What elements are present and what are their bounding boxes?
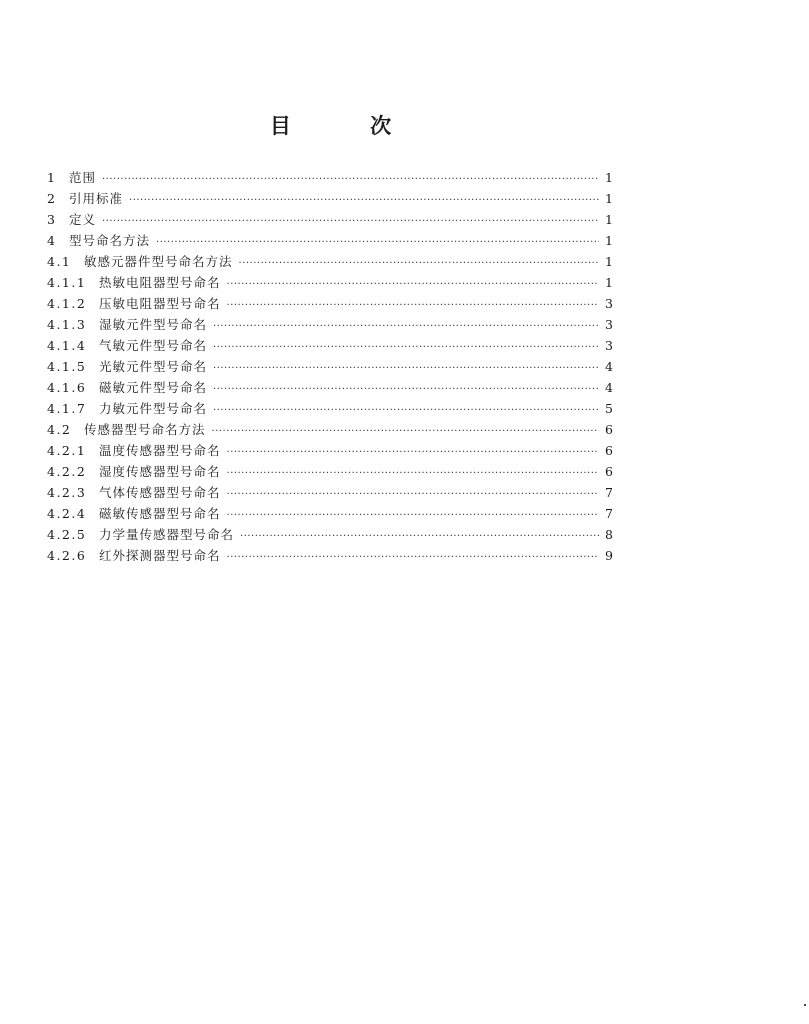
toc-dot-leader <box>227 295 599 316</box>
toc-dot-leader <box>102 169 599 190</box>
toc-entry-page: 1 <box>605 233 613 248</box>
toc-entry-number: 4.1.6 <box>47 380 87 395</box>
toc-dot-leader <box>213 316 599 337</box>
toc-entry-number: 4.1.3 <box>47 317 87 332</box>
toc-entry-page: 7 <box>605 506 613 521</box>
toc-entry-title: 红外探测器型号命名 <box>99 548 221 563</box>
toc-dot-leader <box>227 442 599 463</box>
toc-entry-number: 4.2.6 <box>47 548 87 563</box>
toc-entry-page: 1 <box>605 275 613 290</box>
toc-dot-leader <box>212 421 599 442</box>
toc-entry-page: 3 <box>605 296 613 311</box>
toc-entry-page: 1 <box>605 170 613 185</box>
toc-entry-title: 型号命名方法 <box>69 233 151 248</box>
toc-entry-page: 3 <box>605 338 613 353</box>
toc-entry-page: 8 <box>605 527 613 542</box>
toc-entry-4-1-4[interactable] <box>47 335 613 356</box>
toc-entry-4-1-7[interactable] <box>47 398 613 419</box>
toc-entry-4-2-3[interactable] <box>47 482 613 503</box>
toc-entry-title: 温度传感器型号命名 <box>99 443 221 458</box>
toc-entry-title: 光敏元件型号命名 <box>99 359 208 374</box>
toc-entry-number: 3 <box>47 212 57 227</box>
toc-entry-title: 湿敏元件型号命名 <box>99 317 208 332</box>
toc-entry-4-2-6[interactable] <box>47 545 613 566</box>
toc-entry-title: 热敏电阻器型号命名 <box>99 275 221 290</box>
toc-dot-leader <box>129 190 599 211</box>
toc-dot-leader <box>156 232 599 253</box>
toc-entry-4-2[interactable] <box>47 419 613 440</box>
toc-entry-4-1[interactable] <box>47 251 613 272</box>
toc-entry-4-2-5[interactable] <box>47 524 613 545</box>
toc-entry-4-1-2[interactable] <box>47 293 613 314</box>
toc-entry-page: 1 <box>605 191 613 206</box>
toc-dot-leader <box>102 211 599 232</box>
toc-entry-title: 定义 <box>69 212 97 227</box>
toc-entry-number: 4.2.3 <box>47 485 87 500</box>
toc-entry-title: 范围 <box>69 170 97 185</box>
toc-entry-number: 1 <box>47 170 57 185</box>
toc-entry-1[interactable] <box>47 167 613 188</box>
toc-entry-number: 4.1.7 <box>47 401 87 416</box>
toc-entry-number: 4.2.2 <box>47 464 87 479</box>
toc-entry-4-1-1[interactable] <box>47 272 613 293</box>
toc-entry-4-1-6[interactable] <box>47 377 613 398</box>
toc-entry-page: 3 <box>605 317 613 332</box>
toc-entry-number: 4.1.5 <box>47 359 87 374</box>
toc-dot-leader <box>239 253 599 274</box>
toc-entry-title: 传感器型号命名方法 <box>84 422 206 437</box>
toc-entry-title: 引用标准 <box>69 191 124 206</box>
scan-speck <box>804 1004 806 1006</box>
toc-entry-number: 4.1.4 <box>47 338 87 353</box>
toc-entry-title: 磁敏传感器型号命名 <box>99 506 221 521</box>
toc-entry-page: 1 <box>605 212 613 227</box>
toc-entry-page: 6 <box>605 422 613 437</box>
toc-dot-leader <box>213 337 599 358</box>
toc-entry-2[interactable] <box>47 188 613 209</box>
toc-entry-4-1-5[interactable] <box>47 356 613 377</box>
toc-entry-4-2-2[interactable] <box>47 461 613 482</box>
toc-entry-4-1-3[interactable] <box>47 314 613 335</box>
toc-entry-title: 力学量传感器型号命名 <box>99 527 235 542</box>
toc-dot-leader <box>227 274 599 295</box>
toc-dot-leader <box>227 505 599 526</box>
toc-dot-leader <box>227 484 599 505</box>
toc-dot-leader <box>227 547 599 568</box>
page-title: 目 次 <box>269 114 428 138</box>
toc-entry-title: 湿度传感器型号命名 <box>99 464 221 479</box>
toc-entry-3[interactable] <box>47 209 613 230</box>
toc-entry-number: 4 <box>47 233 57 248</box>
toc-entry-page: 5 <box>605 401 613 416</box>
toc-entry-title: 敏感元器件型号命名方法 <box>84 254 233 269</box>
toc-dot-leader <box>213 379 599 400</box>
toc-entry-number: 4.2 <box>47 422 72 437</box>
toc-entry-number: 4.1.1 <box>47 275 87 290</box>
toc-dot-leader <box>227 463 599 484</box>
toc-dot-leader <box>213 400 599 421</box>
toc-entry-number: 4.2.1 <box>47 443 87 458</box>
toc-entry-page: 9 <box>605 548 613 563</box>
toc-entry-4-2-4[interactable] <box>47 503 613 524</box>
toc-entry-4-2-1[interactable] <box>47 440 613 461</box>
toc-entry-title: 压敏电阻器型号命名 <box>99 296 221 311</box>
table-of-contents <box>47 167 613 566</box>
toc-entry-number: 4.2.4 <box>47 506 87 521</box>
toc-entry-page: 6 <box>605 443 613 458</box>
toc-entry-page: 4 <box>605 359 613 374</box>
toc-entry-page: 7 <box>605 485 613 500</box>
toc-entry-number: 2 <box>47 191 57 206</box>
toc-entry-page: 6 <box>605 464 613 479</box>
toc-entry-number: 4.1 <box>47 254 72 269</box>
toc-entry-title: 磁敏元件型号命名 <box>99 380 208 395</box>
toc-entry-number: 4.2.5 <box>47 527 87 542</box>
toc-entry-page: 1 <box>605 254 613 269</box>
toc-dot-leader <box>240 526 599 547</box>
toc-entry-title: 力敏元件型号命名 <box>99 401 208 416</box>
toc-entry-title: 气体传感器型号命名 <box>99 485 221 500</box>
toc-dot-leader <box>213 358 599 379</box>
toc-entry-title: 气敏元件型号命名 <box>99 338 208 353</box>
toc-entry-page: 4 <box>605 380 613 395</box>
toc-entry-number: 4.1.2 <box>47 296 87 311</box>
toc-entry-4[interactable] <box>47 230 613 251</box>
